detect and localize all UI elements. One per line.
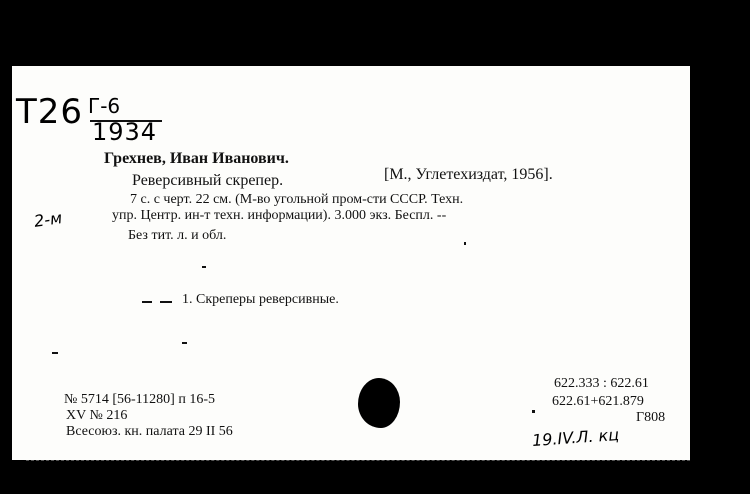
speck — [464, 242, 466, 245]
imprint: [М., Углетехиздат, 1956]. — [384, 166, 553, 183]
subject-dash — [160, 301, 172, 303]
speck — [52, 352, 58, 354]
handwritten-note: 2-м — [32, 208, 64, 231]
author-heading: Грехнев, Иван Иванович. — [104, 150, 289, 167]
subject-dash — [142, 301, 152, 303]
registry-number: № 5714 [56-11280] п 16-5 — [64, 392, 215, 407]
subject-heading: 1. Скреперы реверсивные. — [182, 292, 339, 307]
ink-blot — [358, 378, 400, 428]
note-line: Без тит. л. и обл. — [128, 228, 227, 243]
handwritten-date: 19.IV.Л. кц — [531, 424, 620, 451]
collation-line: 7 с. с черт. 22 см. (М-во угольной пром-сти СССР. Техн. — [130, 192, 464, 207]
series-line: упр. Центр. ин-т техн. информации). 3.000 экз. Беспл. -- — [112, 208, 447, 223]
speck — [182, 342, 187, 344]
udc-index-2: 622.61+621.879 — [552, 394, 644, 409]
shelf-code: Т26 — [16, 92, 84, 132]
author-mark: Г808 — [636, 410, 666, 425]
udc-index-1: 622.333 : 622.61 — [554, 376, 649, 391]
speck — [202, 266, 206, 268]
chamber-imprint: Всесоюз. кн. палата 29 II 56 — [66, 424, 233, 439]
book-title: Реверсивный скрепер. — [132, 172, 284, 189]
speck — [532, 410, 535, 413]
catalog-card — [12, 66, 690, 460]
shelf-subcode: Г-6 — [88, 94, 121, 118]
card-bottom-rule — [26, 460, 690, 462]
registry-series: XV № 216 — [66, 408, 128, 423]
shelf-year: 1934 — [92, 118, 158, 146]
